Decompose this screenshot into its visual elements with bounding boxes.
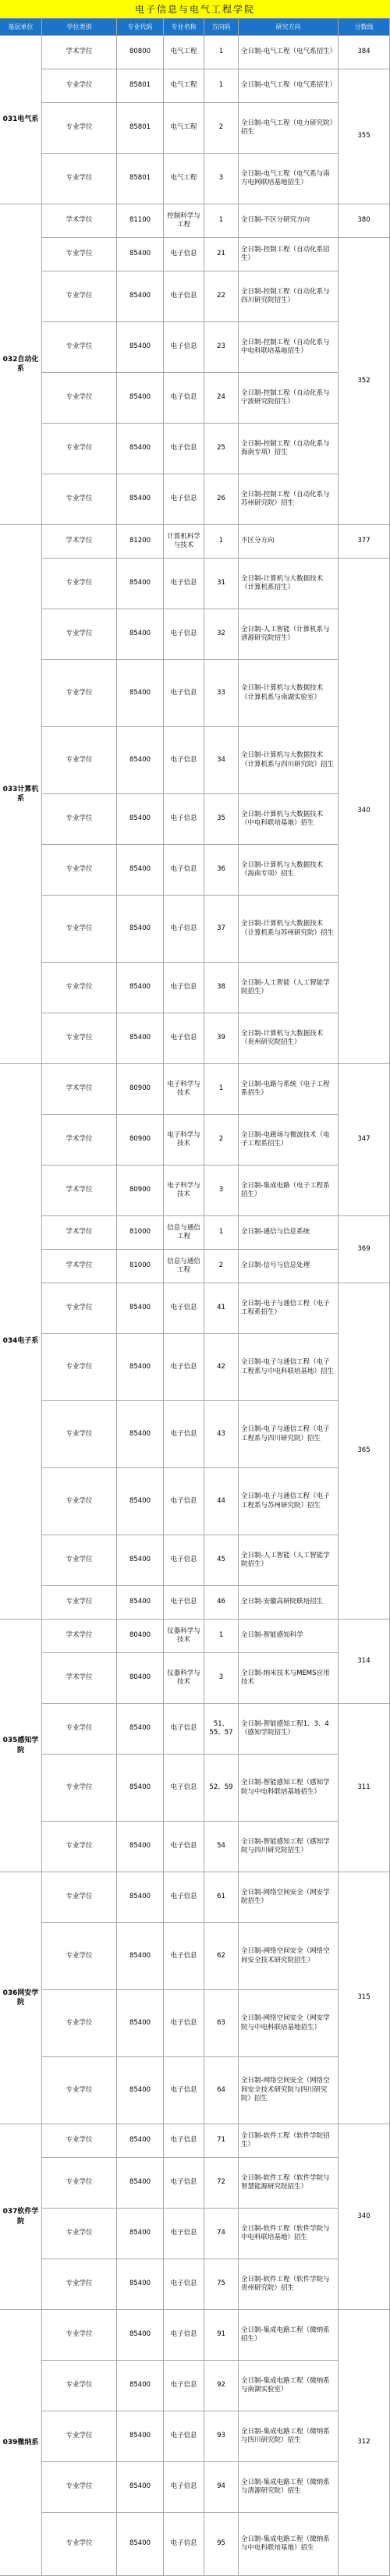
research-direction-cell: 全日制-安徽高研院联培招生 <box>239 1586 339 1620</box>
major-name-cell: 电子信息 <box>164 2462 204 2513</box>
research-direction-cell: 全日制-信号与信息处理 <box>239 1250 339 1283</box>
unit-cell: 032自动化系 <box>0 204 42 525</box>
major-name-cell: 电子信息 <box>164 1283 204 1334</box>
major-code-cell: 85400 <box>117 2158 164 2209</box>
direction-code-cell: 37 <box>204 896 239 963</box>
research-direction-cell: 全日制-电子与通信工程（电子工程系与中电科联培基地）招生 <box>239 1334 339 1401</box>
direction-code-cell: 23 <box>204 322 239 373</box>
major-code-cell: 85400 <box>117 845 164 896</box>
degree-type-cell: 专业学位 <box>42 1872 117 1923</box>
degree-type-cell: 专业学位 <box>42 154 117 204</box>
major-code-cell: 85400 <box>117 1822 164 1872</box>
degree-type-cell: 专业学位 <box>42 1468 117 1535</box>
major-code-cell: 85400 <box>117 1401 164 1468</box>
major-name-cell: 信息与通信工程 <box>164 1250 204 1283</box>
research-direction-cell: 全日制-集成电路（电子工程系招生） <box>239 1166 339 1216</box>
direction-code-cell: 75 <box>204 2259 239 2310</box>
major-name-cell: 电气工程 <box>164 36 204 69</box>
major-name-cell: 电子信息 <box>164 2361 204 2411</box>
research-direction-cell: 全日制-软件工程（软件学院与中电科联培基地）招生 <box>239 2209 339 2259</box>
direction-code-cell: 92 <box>204 2361 239 2411</box>
major-code-cell: 80400 <box>117 1653 164 1704</box>
score-cell: 314 <box>339 1620 390 1704</box>
score-cell: 377 <box>339 525 390 559</box>
degree-type-cell: 专业学位 <box>42 1535 117 1586</box>
research-direction-cell: 全日制-电子与通信工程（电子工程系与苏州研究院）招生 <box>239 1468 339 1535</box>
degree-type-cell: 学术学位 <box>42 525 117 559</box>
major-code-cell: 81200 <box>117 525 164 559</box>
degree-type-cell: 专业学位 <box>42 1990 117 2057</box>
major-code-cell: 85801 <box>117 69 164 103</box>
degree-type-cell: 学术学位 <box>42 204 117 238</box>
major-code-cell: 85400 <box>117 373 164 424</box>
research-direction-cell: 全日制-控制工程（自动化系与中电科联培基地招生） <box>239 322 339 373</box>
major-name-cell: 电子信息 <box>164 474 204 525</box>
direction-code-cell: 44 <box>204 1468 239 1535</box>
major-code-cell: 85400 <box>117 1535 164 1586</box>
major-code-cell: 85400 <box>117 2259 164 2310</box>
degree-type-cell: 学术学位 <box>42 1216 117 1250</box>
column-header: 分数线 <box>339 19 390 36</box>
major-name-cell: 电子信息 <box>164 2124 204 2158</box>
score-cell: 347 <box>339 1064 390 1216</box>
research-direction-cell: 全日制-控制工程（自动化系招生） <box>239 238 339 271</box>
major-name-cell: 电子信息 <box>164 373 204 424</box>
major-name-cell: 电气工程 <box>164 69 204 103</box>
direction-code-cell: 39 <box>204 1013 239 1064</box>
research-direction-cell: 全日制-纳米技术与MEMS应用技术 <box>239 1653 339 1704</box>
degree-type-cell: 专业学位 <box>42 896 117 963</box>
major-name-cell: 仪器科学与技术 <box>164 1620 204 1653</box>
research-direction-cell: 全日制-网络空间安全（网络空间安全技术研究院招生） <box>239 1923 339 1990</box>
major-name-cell: 电子信息 <box>164 1013 204 1064</box>
major-code-cell: 85400 <box>117 271 164 322</box>
direction-code-cell: 94 <box>204 2462 239 2513</box>
direction-code-cell: 41 <box>204 1283 239 1334</box>
degree-type-cell: 专业学位 <box>42 1923 117 1990</box>
major-code-cell: 85400 <box>117 1586 164 1620</box>
direction-code-cell: 3 <box>204 1166 239 1216</box>
research-direction-cell: 全日制-人工智能（计算机系与清源研究院招生） <box>239 609 339 660</box>
degree-type-cell: 专业学位 <box>42 103 117 154</box>
major-code-cell: 80800 <box>117 36 164 69</box>
research-direction-cell: 全日制-计算机与大数据技术（中电科联培基地）招生 <box>239 794 339 845</box>
major-code-cell: 85400 <box>117 727 164 794</box>
major-code-cell: 85400 <box>117 963 164 1013</box>
direction-code-cell: 91 <box>204 2310 239 2361</box>
direction-code-cell: 36 <box>204 845 239 896</box>
degree-type-cell: 专业学位 <box>42 424 117 474</box>
direction-code-cell: 24 <box>204 373 239 424</box>
degree-type-cell: 专业学位 <box>42 2209 117 2259</box>
major-name-cell: 电子科学与技术 <box>164 1166 204 1216</box>
degree-type-cell: 专业学位 <box>42 271 117 322</box>
major-name-cell: 电子信息 <box>164 322 204 373</box>
degree-type-cell: 学术学位 <box>42 1620 117 1653</box>
unit-cell: 034电子系 <box>0 1064 42 1620</box>
major-name-cell: 电子信息 <box>164 1704 204 1755</box>
research-direction-cell: 全日制-集成电路工程（微纳系招生） <box>239 2310 339 2361</box>
major-name-cell: 电子信息 <box>164 845 204 896</box>
research-direction-cell: 全日制-电气工程（电气系招生） <box>239 69 339 103</box>
degree-type-cell: 专业学位 <box>42 2057 117 2124</box>
major-name-cell: 电子信息 <box>164 1401 204 1468</box>
direction-code-cell: 1 <box>204 36 239 69</box>
direction-code-cell: 61 <box>204 1872 239 1923</box>
major-name-cell: 电子信息 <box>164 1586 204 1620</box>
research-direction-cell: 全日制-电气工程（电气系招生） <box>239 36 339 69</box>
major-name-cell: 电气工程 <box>164 103 204 154</box>
research-direction-cell: 全日制-计算机与大数据技术（海南专项）招生 <box>239 845 339 896</box>
research-direction-cell: 全日制-智能感知工程（感知学院与四川研究院招生） <box>239 1822 339 1872</box>
major-code-cell: 85400 <box>117 2310 164 2361</box>
degree-type-cell: 专业学位 <box>42 1704 117 1755</box>
direction-code-cell: 21 <box>204 238 239 271</box>
major-name-cell: 电子信息 <box>164 2209 204 2259</box>
major-name-cell: 电子信息 <box>164 2310 204 2361</box>
degree-type-cell: 专业学位 <box>42 2411 117 2462</box>
direction-code-cell: 1 <box>204 525 239 559</box>
major-name-cell: 电子信息 <box>164 2411 204 2462</box>
research-direction-cell: 全日制-电磁场与微波技术（电子工程系招生） <box>239 1115 339 1166</box>
degree-type-cell: 专业学位 <box>42 1401 117 1468</box>
major-name-cell: 电子信息 <box>164 1535 204 1586</box>
unit-cell: 037软件学院 <box>0 2124 42 2310</box>
degree-type-cell: 专业学位 <box>42 2158 117 2209</box>
major-code-cell: 85400 <box>117 1334 164 1401</box>
page-title: 电子信息与电气工程学院 <box>0 0 390 19</box>
major-code-cell: 81000 <box>117 1216 164 1250</box>
major-name-cell: 仪器科学与技术 <box>164 1653 204 1704</box>
major-code-cell: 81100 <box>117 204 164 238</box>
major-code-cell: 85400 <box>117 794 164 845</box>
major-name-cell: 电子信息 <box>164 238 204 271</box>
major-name-cell: 计算机科学与技术 <box>164 525 204 559</box>
research-direction-cell: 全日制-智能感知科学 <box>239 1620 339 1653</box>
research-direction-cell: 全日制-集成电路工程（微纳系与南湖实验室） <box>239 2361 339 2411</box>
research-direction-cell: 全日制-智能感知工程1、3、4（感知学院招生） <box>239 1704 339 1755</box>
degree-type-cell: 专业学位 <box>42 2259 117 2310</box>
degree-type-cell: 专业学位 <box>42 559 117 609</box>
research-direction-cell: 全日制-集成电路工程（微纳系与四川研究院）招生 <box>239 2411 339 2462</box>
major-code-cell: 80900 <box>117 1064 164 1115</box>
direction-code-cell: 43 <box>204 1401 239 1468</box>
major-name-cell: 电子信息 <box>164 794 204 845</box>
direction-code-cell: 51、55、57 <box>204 1704 239 1755</box>
score-cell: 352 <box>339 238 390 525</box>
column-header: 基层单位 <box>0 19 42 36</box>
direction-code-cell: 71 <box>204 2124 239 2158</box>
major-code-cell: 85801 <box>117 103 164 154</box>
direction-code-cell: 93 <box>204 2411 239 2462</box>
major-code-cell: 85400 <box>117 322 164 373</box>
research-direction-cell: 全日制-控制工程（自动化系与宁波研究院招生） <box>239 373 339 424</box>
research-direction-cell: 全日制-计算机与大数据技术（计算机系与苏州研究院）招生 <box>239 896 339 963</box>
degree-type-cell: 专业学位 <box>42 1013 117 1064</box>
degree-type-cell: 专业学位 <box>42 373 117 424</box>
direction-code-cell: 46 <box>204 1586 239 1620</box>
degree-type-cell: 专业学位 <box>42 2310 117 2361</box>
major-code-cell: 85400 <box>117 2057 164 2124</box>
major-code-cell: 85400 <box>117 2361 164 2411</box>
degree-type-cell: 专业学位 <box>42 2124 117 2158</box>
research-direction-cell: 全日制-电子与通信工程（电子工程系招生） <box>239 1283 339 1334</box>
research-direction-cell: 全日制-电子与通信工程（电子工程系与四川研究院）招生 <box>239 1401 339 1468</box>
research-direction-cell: 全日制-集成电路工程（微纳系与清源研究院）招生 <box>239 2462 339 2513</box>
major-name-cell: 电子信息 <box>164 559 204 609</box>
degree-type-cell: 专业学位 <box>42 794 117 845</box>
major-code-cell: 85400 <box>117 1755 164 1822</box>
column-header: 研究方向 <box>239 19 339 36</box>
major-code-cell: 85400 <box>117 609 164 660</box>
major-name-cell: 电子信息 <box>164 1822 204 1872</box>
score-cell: 384 <box>339 36 390 69</box>
unit-cell: 033计算机系 <box>0 525 42 1064</box>
research-direction-cell: 全日制-计算机与大数据技术（计算机系与南湖实验室） <box>239 660 339 727</box>
degree-type-cell: 专业学位 <box>42 2361 117 2411</box>
direction-code-cell: 1 <box>204 1064 239 1115</box>
direction-code-cell: 1 <box>204 1216 239 1250</box>
major-code-cell: 85400 <box>117 896 164 963</box>
direction-code-cell: 1 <box>204 69 239 103</box>
direction-code-cell: 32 <box>204 609 239 660</box>
major-code-cell: 80400 <box>117 1620 164 1653</box>
score-cell: 369 <box>339 1216 390 1283</box>
direction-code-cell: 42 <box>204 1334 239 1401</box>
major-code-cell: 85400 <box>117 1468 164 1535</box>
major-code-cell: 85400 <box>117 2513 164 2576</box>
degree-type-cell: 专业学位 <box>42 660 117 727</box>
major-name-cell: 电子科学与技术 <box>164 1064 204 1115</box>
score-cell: 380 <box>339 204 390 238</box>
major-name-cell: 电子信息 <box>164 2158 204 2209</box>
unit-cell: 031电气系 <box>0 36 42 204</box>
direction-code-cell: 45 <box>204 1535 239 1586</box>
degree-type-cell: 学术学位 <box>42 1166 117 1216</box>
column-header: 学位类别 <box>42 19 117 36</box>
major-name-cell: 电子科学与技术 <box>164 1115 204 1166</box>
major-name-cell: 电气工程 <box>164 154 204 204</box>
major-code-cell: 85801 <box>117 154 164 204</box>
degree-type-cell: 专业学位 <box>42 1822 117 1872</box>
degree-type-cell: 学术学位 <box>42 36 117 69</box>
major-code-cell: 85400 <box>117 2209 164 2259</box>
major-code-cell: 85400 <box>117 2124 164 2158</box>
research-direction-cell: 全日制-人工智能（人工智能学院招生） <box>239 963 339 1013</box>
major-name-cell: 电子信息 <box>164 1923 204 1990</box>
research-direction-cell: 全日制-不区分研究方向 <box>239 204 339 238</box>
research-direction-cell: 全日制-计算机与大数据技术（计算机系招生） <box>239 559 339 609</box>
degree-type-cell: 专业学位 <box>42 238 117 271</box>
degree-type-cell: 专业学位 <box>42 1755 117 1822</box>
major-code-cell: 80900 <box>117 1166 164 1216</box>
direction-code-cell: 74 <box>204 2209 239 2259</box>
major-code-cell: 85400 <box>117 1013 164 1064</box>
major-name-cell: 电子信息 <box>164 1872 204 1923</box>
research-direction-cell: 不区分方向 <box>239 525 339 559</box>
degree-type-cell: 学术学位 <box>42 1653 117 1704</box>
column-header: 专业代码 <box>117 19 164 36</box>
degree-type-cell: 专业学位 <box>42 727 117 794</box>
degree-type-cell: 专业学位 <box>42 845 117 896</box>
major-name-cell: 电子信息 <box>164 896 204 963</box>
direction-code-cell: 63 <box>204 1990 239 2057</box>
direction-code-cell: 2 <box>204 1250 239 1283</box>
research-direction-cell: 全日制-电气工程（电气系与南方电网联培基地招生） <box>239 154 339 204</box>
major-code-cell: 85400 <box>117 2462 164 2513</box>
major-code-cell: 85400 <box>117 1990 164 2057</box>
degree-type-cell: 学术学位 <box>42 1115 117 1166</box>
major-code-cell: 85400 <box>117 424 164 474</box>
direction-code-cell: 3 <box>204 154 239 204</box>
major-code-cell: 85400 <box>117 1283 164 1334</box>
major-code-cell: 85400 <box>117 1704 164 1755</box>
direction-code-cell: 72 <box>204 2158 239 2209</box>
direction-code-cell: 31 <box>204 559 239 609</box>
degree-type-cell: 专业学位 <box>42 69 117 103</box>
major-name-cell: 电子信息 <box>164 1334 204 1401</box>
direction-code-cell: 62 <box>204 1923 239 1990</box>
direction-code-cell: 95 <box>204 2513 239 2576</box>
unit-cell: 039微纳系 <box>0 2310 42 2576</box>
direction-code-cell: 2 <box>204 103 239 154</box>
major-name-cell: 电子信息 <box>164 271 204 322</box>
major-name-cell: 电子信息 <box>164 1468 204 1535</box>
major-code-cell: 85400 <box>117 559 164 609</box>
direction-code-cell: 26 <box>204 474 239 525</box>
research-direction-cell: 全日制-控制工程（自动化系与苏州研究院）招生 <box>239 474 339 525</box>
score-cell: 340 <box>339 559 390 1064</box>
research-direction-cell: 全日制-计算机与大数据技术（计算机系与四川研究院）招生 <box>239 727 339 794</box>
direction-code-cell: 33 <box>204 660 239 727</box>
research-direction-cell: 全日制-计算机与大数据技术（贵州研究院招生） <box>239 1013 339 1064</box>
major-name-cell: 电子信息 <box>164 609 204 660</box>
major-name-cell: 电子信息 <box>164 1990 204 2057</box>
direction-code-cell: 22 <box>204 271 239 322</box>
research-direction-cell: 全日制-电路与系统（电子工程系招生） <box>239 1064 339 1115</box>
degree-type-cell: 专业学位 <box>42 963 117 1013</box>
score-cell: 365 <box>339 1283 390 1620</box>
score-cell: 311 <box>339 1704 390 1872</box>
degree-type-cell: 专业学位 <box>42 609 117 660</box>
research-direction-cell: 全日制-软件工程（软件学院与贵州研究院）招生 <box>239 2259 339 2310</box>
research-direction-cell: 全日制-电气工程（电力研究院）招生 <box>239 103 339 154</box>
direction-code-cell: 54 <box>204 1822 239 1872</box>
major-name-cell: 信息与通信工程 <box>164 1216 204 1250</box>
degree-type-cell: 专业学位 <box>42 2462 117 2513</box>
direction-code-cell: 25 <box>204 424 239 474</box>
degree-type-cell: 学术学位 <box>42 1250 117 1283</box>
major-name-cell: 电子信息 <box>164 2057 204 2124</box>
degree-type-cell: 专业学位 <box>42 1586 117 1620</box>
direction-code-cell: 3 <box>204 1653 239 1704</box>
research-direction-cell: 全日制-集成电路工程（微纳系与中电科联培基地）招生 <box>239 2513 339 2576</box>
major-name-cell: 电子信息 <box>164 727 204 794</box>
major-name-cell: 电子信息 <box>164 963 204 1013</box>
major-name-cell: 电子信息 <box>164 2259 204 2310</box>
degree-type-cell: 专业学位 <box>42 322 117 373</box>
unit-cell: 035感知学院 <box>0 1620 42 1872</box>
direction-code-cell: 35 <box>204 794 239 845</box>
research-direction-cell: 全日制-通信与信息系统 <box>239 1216 339 1250</box>
research-direction-cell: 全日制-软件工程（软件学院招生） <box>239 2124 339 2158</box>
major-code-cell: 85400 <box>117 660 164 727</box>
direction-code-cell: 64 <box>204 2057 239 2124</box>
major-name-cell: 电子信息 <box>164 1755 204 1822</box>
degree-type-cell: 专业学位 <box>42 2513 117 2576</box>
score-cell: 312 <box>339 2310 390 2576</box>
major-code-cell: 81000 <box>117 1250 164 1283</box>
direction-code-cell: 34 <box>204 727 239 794</box>
degree-type-cell: 专业学位 <box>42 474 117 525</box>
research-direction-cell: 全日制-控制工程（自动化系与四川研究院招生） <box>239 271 339 322</box>
major-code-cell: 85400 <box>117 2411 164 2462</box>
degree-type-cell: 专业学位 <box>42 1283 117 1334</box>
research-direction-cell: 全日制-网络空间安全（网安学院招生） <box>239 1872 339 1923</box>
direction-code-cell: 1 <box>204 1620 239 1653</box>
score-cell: 315 <box>339 1872 390 2124</box>
research-direction-cell: 全日制-网络空间安全（网络空间安全技术研究院与四川研究院）招生 <box>239 2057 339 2124</box>
unit-cell: 036网安学院 <box>0 1872 42 2124</box>
column-header: 方向码 <box>204 19 239 36</box>
major-name-cell: 电子信息 <box>164 424 204 474</box>
research-direction-cell: 全日制-控制工程（自动化系与海南专项）招生 <box>239 424 339 474</box>
major-name-cell: 电子信息 <box>164 660 204 727</box>
degree-type-cell: 学术学位 <box>42 1064 117 1115</box>
degree-type-cell: 专业学位 <box>42 1334 117 1401</box>
major-code-cell: 85400 <box>117 1872 164 1923</box>
direction-code-cell: 52、59 <box>204 1755 239 1822</box>
major-code-cell: 80900 <box>117 1115 164 1166</box>
column-header: 专业名称 <box>164 19 204 36</box>
major-code-cell: 85400 <box>117 1923 164 1990</box>
major-name-cell: 电子信息 <box>164 2513 204 2576</box>
score-cell: 340 <box>339 2124 390 2310</box>
major-code-cell: 85400 <box>117 238 164 271</box>
research-direction-cell: 全日制-智能感知工程（感知学院与中电科联培基地招生） <box>239 1755 339 1822</box>
major-name-cell: 控制科学与工程 <box>164 204 204 238</box>
direction-code-cell: 2 <box>204 1115 239 1166</box>
research-direction-cell: 全日制-人工智能（人工智能学院招生） <box>239 1535 339 1586</box>
score-cell: 355 <box>339 69 390 204</box>
direction-code-cell: 1 <box>204 204 239 238</box>
research-direction-cell: 全日制-网络空间安全（网安学院与中电科联培基地招生） <box>239 1990 339 2057</box>
major-code-cell: 85400 <box>117 474 164 525</box>
research-direction-cell: 全日制-软件工程（软件学院与智慧能源研究院招生） <box>239 2158 339 2209</box>
direction-code-cell: 38 <box>204 963 239 1013</box>
